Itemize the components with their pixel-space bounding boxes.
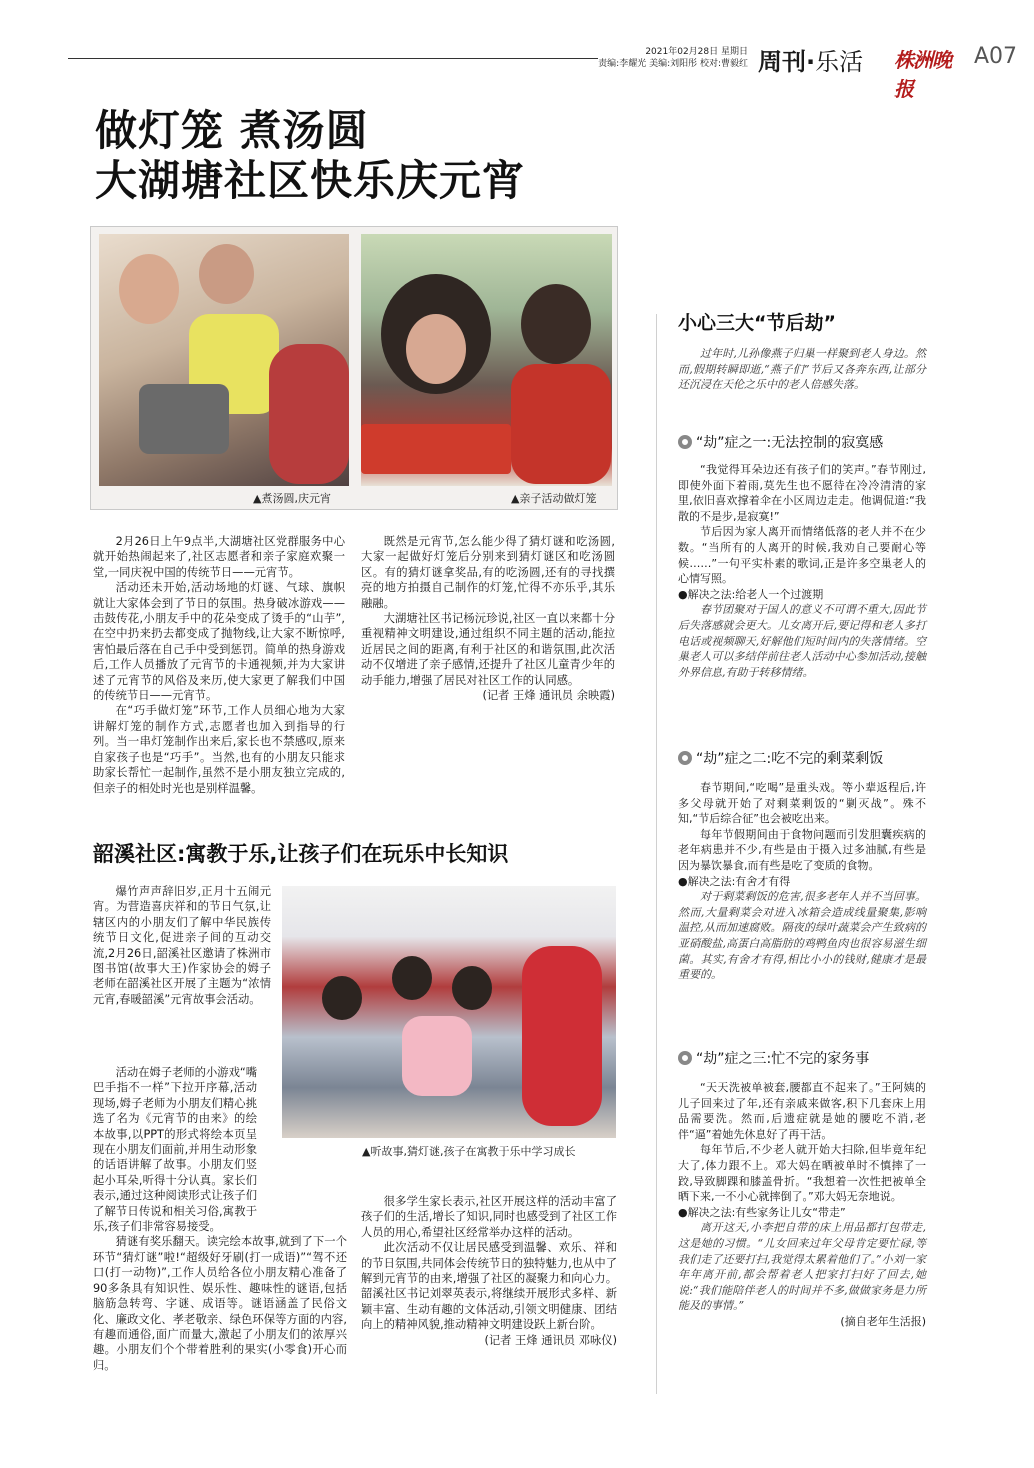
sidebar-source: (摘自老年生活报) xyxy=(840,1314,926,1328)
photo-child-head xyxy=(452,966,492,1010)
article2-paragraph: 很多学生家长表示,社区开展这样的活动丰富了孩子们的生活,增长了知识,同时也感受到了社区工作人员的用心,希望社区经常举办这样的活动。 xyxy=(361,1195,617,1239)
photo-figure xyxy=(521,284,591,364)
article2-paragraph: 爆竹声声辞旧岁,正月十五闹元宵。为营造喜庆祥和的节日气氛,让辖区内的小朋友们了解中华民族传统节日文化,促进亲子间的互动交流,2月26日,韶溪社区邀请了株洲市图书馆(故事大王)作家协会的姆子老师在韶溪社区开展了主题为“浓情元宵,春暖韶溪”元宵故事会活动。 xyxy=(93,885,271,1006)
article1-paragraph: 大湖塘社区书记杨沅珍说,社区一直以来都十分重视精神文明建设,通过组织不同主题的活动,能拉近居民之间的距离,有利于社区的和谐氛围,此次活动不仅增进了亲子感情,还提升了社区儿童青少年的动手能力,增强了居民对社区工作的认同感。 xyxy=(361,612,615,687)
sidebar-section-3 xyxy=(678,1080,926,1330)
article2-paragraph: 此次活动不仅让居民感受到温馨、欢乐、祥和的节日氛围,共同体会传统节日的独特魅力,也从中了解到元宵节的由来,增强了社区的凝聚力和向心力。韶溪社区书记刘翠英表示,将继续开展形式多样、新颖丰富、生动有趣的文体活动,引领文明健康、团结向上的精神风貌,推动精神文明建设跃上新台阶。 xyxy=(361,1241,617,1332)
photo-figure xyxy=(119,254,179,324)
photo-child xyxy=(511,364,611,484)
publish-date: 2021年02月28日 星期日 xyxy=(645,47,748,57)
section-sub: 乐活 xyxy=(815,48,864,76)
headline xyxy=(95,106,655,206)
article2-byline: (记者 王烽 通讯员 邓咏仪) xyxy=(484,1333,617,1347)
masthead-meta xyxy=(598,46,748,70)
headline-line-1: 做灯笼 煮汤圆 xyxy=(95,106,369,155)
photo-teacher xyxy=(522,946,602,1126)
circle-bullet-icon xyxy=(678,435,692,449)
article2-column-1-top xyxy=(93,884,271,1007)
sidebar-section-2 xyxy=(678,780,926,983)
sidebar-heading-3 xyxy=(678,1048,869,1068)
sidebar-solution-text: 春节团聚对于国人的意义不可谓不重大,因此节后失落感就会更大。儿女离开后,要记得和老人多打电话或视频聊天,好解他们短时间内的失落情绪。空巢老人可以多结伴前往老人活动中心参加活动,接触外界信息,有助于转移情绪。 xyxy=(678,603,926,679)
photo-pot xyxy=(139,384,229,454)
masthead xyxy=(68,42,1018,101)
sidebar-paragraph: 春节期间,“吃喝”是重头戏。等小辈返程后,许多父母就开始了对剩菜剩饭的“剿灭战”。殊不知,“节后综合征”也会被吃出来。 xyxy=(678,781,926,826)
section-name xyxy=(758,42,863,77)
sidebar-heading-2 xyxy=(678,748,883,768)
photo-child-head xyxy=(392,956,432,1000)
sidebar-heading-1 xyxy=(678,432,883,452)
sidebar-heading-text: “劫”症之一:无法控制的寂寞感 xyxy=(696,435,884,451)
photo-box xyxy=(90,226,618,510)
sidebar-heading-text: “劫”症之二:吃不完的剩菜剩饭 xyxy=(696,751,884,767)
article2-paragraph: 猜谜有奖乐翻天。读完绘本故事,就到了下一个环节“猜灯谜”啦!“超级好牙刷(打一成语)”“驾不还口(打一动物)”,工作人员给各位小朋友精心准备了90多条具有知识性、娱乐性、趣味性的谜语,包括脑筋急转弯、字谜、成语等。谜语涵盖了民俗文化、廉政文化、孝老敬亲、绿色环保等方面的内容,有趣而通俗,面广而量大,激起了小朋友们的浓厚兴趣。小朋友们个个带着胜利的果实(小零食)开心而归。 xyxy=(93,1235,347,1372)
photo-making-lanterns xyxy=(361,234,612,486)
article1-paragraph: 活动还未开始,活动场地的灯谜、气球、旗帜就让大家体会到了节日的氛围。热身破冰游戏——击鼓传花,小朋友手中的花朵变成了烫手的“山芋”,在空中扔来扔去都变成了抛物线,让大家不断惊呼,害怕最后落在自己手中受到惩罚。简单的热身游戏后,工作人员播放了元宵节的卡通视频,并为大家讲述了元宵节的风俗及来历,使大家更了解我们中国的传统节日——元宵节。 xyxy=(93,581,345,703)
page-number: A07 xyxy=(974,44,1018,69)
sidebar-title: 小心三大“节后劫” xyxy=(678,312,836,334)
headline-line-2: 大湖塘社区快乐庆元宵 xyxy=(95,156,526,205)
photo-face xyxy=(406,314,466,384)
sidebar-solution-text: 离开这天,小李把自带的床上用品都打包带走,这是她的习惯。“儿女回来过年父母肯定要忙碌,等我们走了还要打扫,我觉得太累着他们了。”小刘一家年年离开前,都会帮着老人把家打扫好了回去,她说:“我们能陪伴老人的时间并不多,做做家务是力所能及的事情。” xyxy=(678,1221,926,1313)
photo-child-head xyxy=(322,976,362,1020)
newspaper-logo: 株洲晚报 xyxy=(894,48,951,101)
article1-paragraph: 既然是元宵节,怎么能少得了猜灯谜和吃汤圆,大家一起做好灯笼后分别来到猜灯谜区和吃汤圆区。有的猜灯谜拿奖品,有的吃汤圆,还有的寻找撰亮的地方拍摄自己制作的灯笼,忙得不亦乐乎,其乐融融。 xyxy=(361,535,615,610)
article2-title: 韶溪社区:寓教于乐,让孩子们在玩乐中长知识 xyxy=(93,842,509,866)
sidebar-paragraph: 节后因为家人离开而情绪低落的老人并不在少数。“当所有的人离开的时候,我劝自己要耐心等候……”一句平实朴素的歌词,正是许多空巢老人的心情写照。 xyxy=(678,525,926,586)
editor-credits: 责编:李耀光 美编:刘阳彤 校对:曹毅红 xyxy=(598,59,748,69)
sidebar-solution: ●解决之法:有舍才有得 xyxy=(678,874,791,888)
sidebar-paragraph: 每年节假期间由于食物问题而引发胆囊疾病的老年病患并不少,有些是由于摄入过多油腻,有些是因为暴饮暴食,而有些是吃了变质的食物。 xyxy=(678,827,926,872)
section-main: 周刊 xyxy=(758,48,806,76)
sidebar-intro: 过年时,儿孙像燕子归巢一样聚到老人身边。然而,假期转瞬即逝,“燕子们”节后又各奔东西,让部分还沉浸在天伦之乐中的老人倍感失落。 xyxy=(678,347,926,392)
article2-paragraph: 活动在姆子老师的小游戏“嘴巴手指不一样”下拉开序幕,活动现场,姆子老师为小朋友们精心挑选了名为《元宵节的由来》的绘本故事,以PPT的形式将绘本页呈现在小朋友们面前,并用生动形象的话语讲解了故事。小朋友们竖起小耳朵,听得十分认真。家长们表示,通过这种阅读形式让孩子们了解节日传说和相关习俗,寓教于乐,孩子们非常容易接受。 xyxy=(93,1066,258,1234)
article2-column-1 xyxy=(93,1065,347,1373)
sidebar-heading-text: “劫”症之三:忙不完的家务事 xyxy=(696,1051,870,1067)
article1-byline: (记者 王烽 通讯员 余映霞) xyxy=(482,689,615,703)
circle-bullet-icon xyxy=(678,1051,692,1065)
sidebar-paragraph: “我觉得耳朵边还有孩子们的笑声。”春节刚过,即使外面下着雨,莫先生也不愿待在冷冷清清的家里,依旧喜欢撑着伞在小区周边走走。他调侃道:“我散的不是步,是寂寞!” xyxy=(678,463,926,523)
sidebar-section-1 xyxy=(678,462,926,680)
sidebar-paragraph: “天天洗被单被套,腰都直不起来了。”王阿姨的儿子回来过了年,还有亲戚来做客,积下几套床上用品需要洗。然而,后遗症就是她的腰吃不消,老伴“逼”着她先休息好了再干活。 xyxy=(678,1081,926,1141)
masthead-rule xyxy=(68,58,598,59)
photo-caption-3: ▲听故事,猜灯谜,孩子在寓教于乐中学习成长 xyxy=(362,1145,576,1158)
section-dot: · xyxy=(806,48,816,76)
photo-figure xyxy=(199,244,254,304)
sidebar-paragraph: 每年节后,不少老人就开始大扫除,但毕竟年纪大了,体力跟不上。邓大妈在晒被单时不慎摔了一跤,导致脚踝和膝盖骨折。“我想着一次性把被单全晒下来,一不小心就摔倒了。”邓大妈无奈地说。 xyxy=(678,1143,926,1204)
photo-caption-1: ▲煮汤圆,庆元宵 xyxy=(253,492,331,505)
photo-table xyxy=(361,424,511,474)
photo-caption-2: ▲亲子活动做灯笼 xyxy=(511,492,597,505)
sidebar-solution-text: 对于剩菜剩饭的危害,很多老年人并不当回事。然而,大量剩菜会对进入冰箱会造成线量聚集,影响温控,从而加速腐败。隔夜的绿叶蔬菜会产生致病的亚硝酸盐,高蛋白高脂肪的鸡鸭鱼肉也很容易滋生细菌。其实,有舍才有得,相比小小的钱财,健康才是最重要的。 xyxy=(678,890,926,982)
sidebar-solution: ●解决之法:有些家务让儿女“带走” xyxy=(678,1205,846,1219)
article1-paragraph: 在“巧手做灯笼”环节,工作人员细心地为大家讲解灯笼的制作方式,志愿者也加入到指导的行列。当一串灯笼制作出来后,家长也不禁感叹,原来自家孩子也是“巧手”。当然,也有的小朋友只能求助家长帮忙一起制作,虽然不是小朋友独立完成的,但亲子的相处时光也是别样温馨。 xyxy=(93,704,345,795)
circle-bullet-icon xyxy=(678,751,692,765)
sidebar-intro-block xyxy=(678,346,926,393)
article2-column-2 xyxy=(361,1194,617,1348)
photo-child xyxy=(269,344,349,484)
sidebar-solution: ●解决之法:给老人一个过渡期 xyxy=(678,587,824,601)
column-divider xyxy=(656,314,657,1394)
article1-column-2 xyxy=(361,534,615,703)
photo-making-tangyuan xyxy=(99,234,349,486)
article1-column-1 xyxy=(93,534,345,796)
article1-paragraph: 2月26日上午9点半,大湖塘社区党群服务中心就开始热闹起来了,社区志愿者和亲子家庭欢聚一堂,一同庆祝中国的传统节日——元宵节。 xyxy=(93,535,345,579)
photo-child xyxy=(402,1016,472,1096)
